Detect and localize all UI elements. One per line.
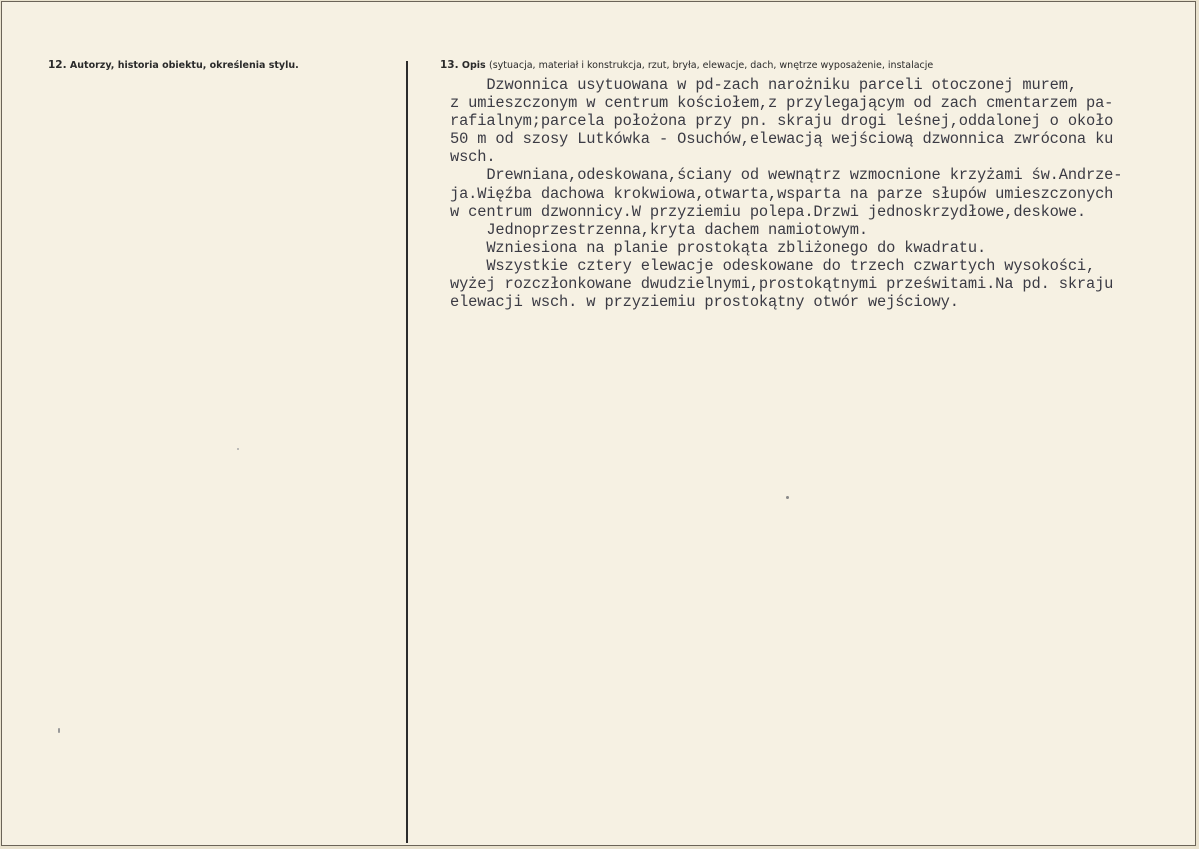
paper-speck — [786, 496, 789, 499]
description-line: ja.Więźba dachowa krokwiowa,otwarta,wsparta na parze słupów umieszczonych — [450, 184, 1114, 203]
description-line: Dzwonnica usytuowana w pd-zach narożniku parceli otoczonej murem, — [450, 76, 1077, 94]
description-line: Wszystkie cztery elewacje odeskowane do trzech czwartych wysokości, — [450, 256, 1096, 275]
description-line: Jednoprzestrzenna,kryta dachem namiotowym. — [450, 220, 868, 239]
section-13-label: Opis — [461, 60, 486, 71]
paper-speck — [58, 728, 60, 733]
description-text — [450, 76, 1122, 311]
column-divider — [406, 61, 408, 843]
description-line: wsch. — [450, 148, 496, 167]
description-line: elewacji wsch. w przyziemiu prostokątny otwór wejściowy. — [450, 293, 959, 312]
section-12-number: 12. — [48, 59, 67, 71]
section-13-detail: (sytuacja, materiał i konstrukcja, rzut, bryła, elewacje, dach, wnętrze wyposażenie, instalacje — [489, 60, 934, 71]
description-line: z umieszczonym w centrum kościołem,z przylegającym od zach cmentarzem pa- — [450, 94, 1114, 113]
paper-speck — [237, 448, 239, 450]
description-line: rafialnym;parcela położona przy pn. skraju drogi leśnej,oddalonej o około — [450, 112, 1114, 131]
description-line: 50 m od szosy Lutkówka - Osuchów,elewacją wejściową dzwonnica zwrócona ku — [450, 130, 1114, 149]
description-line: wyżej rozczłonkowane dwudzielnymi,prostokątnymi prześwitami.Na pd. skraju — [450, 275, 1114, 294]
section-13-number: 13. — [440, 59, 459, 71]
section-12-label: Autorzy, historia obiektu, określenia stylu. — [69, 60, 299, 71]
section-13-heading — [440, 59, 933, 71]
section-12-heading — [48, 59, 299, 71]
description-line: Wzniesiona na planie prostokąta zbliżonego do kwadratu. — [450, 238, 987, 257]
description-line: Drewniana,odeskowana,ściany od wewnątrz wzmocnione krzyżami św.Andrze- — [450, 166, 1123, 185]
description-line: w centrum dzwonnicy.W przyziemiu polepa.Drzwi jednoskrzydłowe,deskowe. — [450, 202, 1087, 221]
